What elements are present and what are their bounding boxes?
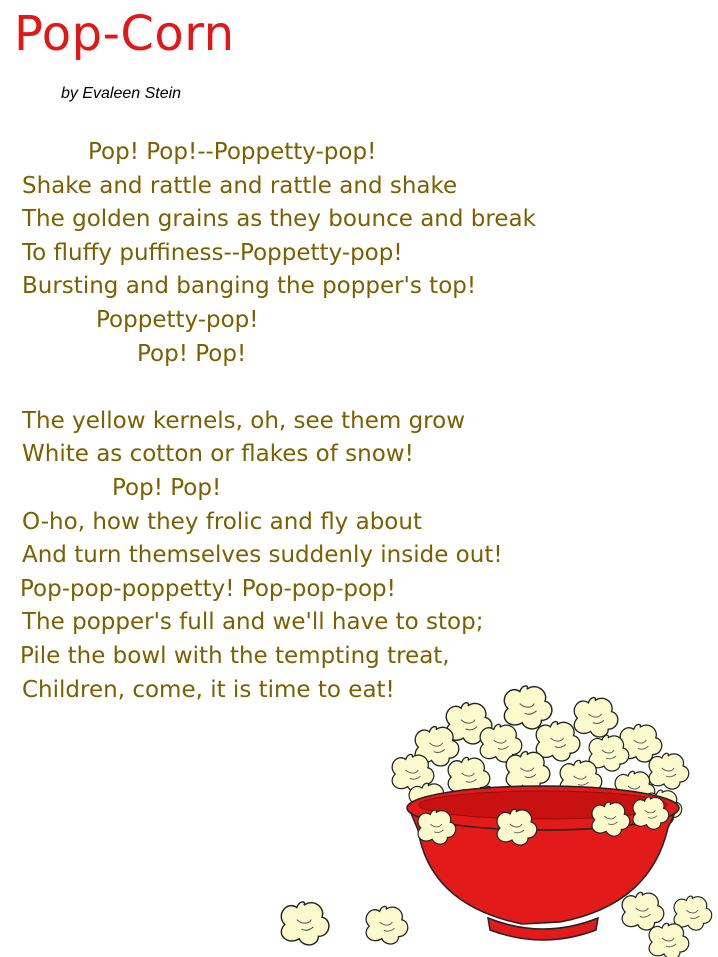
poem-line: And turn themselves suddenly inside out! [22,542,503,569]
poem-line: Children, come, it is time to eat! [22,676,395,703]
poem-line: White as cotton or flakes of snow! [22,441,414,468]
poem-author: by Evaleen Stein [61,85,182,102]
poem-line: Pop! Pop! [112,474,222,501]
poem-line: The golden grains as they bounce and break [22,206,536,233]
poem-line: Pop! Pop! [137,340,247,367]
poem-line: Shake and rattle and rattle and shake [22,172,458,199]
poem-line: Bursting and banging the popper's top! [22,273,477,300]
poem-line: The popper's full and we'll have to stop; [22,609,484,636]
poem-line: Pop! Pop!--Poppetty-pop! [88,139,377,165]
poem-line: Pop-pop-poppetty! Pop-pop-pop! [20,575,396,602]
poem-line: Pile the bowl with the tempting treat, [20,642,450,669]
poem-line: The yellow kernels, oh, see them grow [22,407,466,434]
poem-line: To fluffy puffiness--Poppetty-pop! [22,239,403,266]
poem-line: O-ho, how they frolic and fly about [22,508,422,535]
poem-title: Pop-Corn [14,6,235,62]
poem-line: Poppetty-pop! [96,306,259,333]
